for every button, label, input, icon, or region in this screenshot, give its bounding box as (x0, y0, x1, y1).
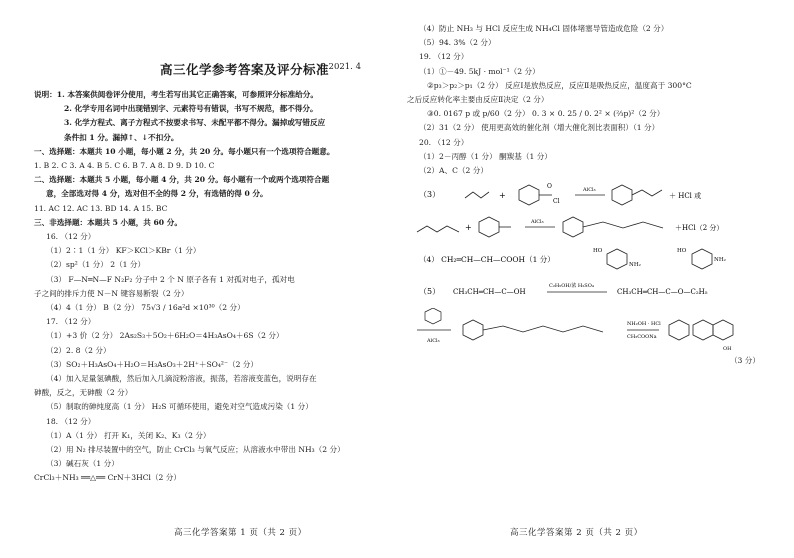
structure-diagram-3 (407, 180, 774, 210)
svg-text:OH: OH (723, 346, 732, 353)
q16-heading: 16. （12 分） (46, 232, 96, 242)
svg-text:Cl: Cl (553, 198, 560, 206)
q18-part4: （4）防止 NH₃ 与 HCl 反应生成 NH₄Cl 固体堵塞导管造成危险（2 分） (419, 24, 669, 33)
page-title: 高三化学参考答案及评分标准 (160, 62, 330, 77)
q20-part2: （2）A、C（2 分） (419, 166, 488, 176)
q18-part2: （2）用 N₂ 排尽装置中的空气，防止 CrCl₃ 与氧气反应；从溶液水中带出 NH₃（2 分） (46, 445, 345, 455)
structure-diagram-3b (407, 212, 774, 242)
reagent-hydroxylamine: NH₂OH · HCl (627, 321, 661, 328)
note-4: 条件扣 1 分。漏掉↑、↓不扣分。 (64, 132, 179, 142)
svg-text:NH₂: NH₂ (714, 257, 726, 264)
q20-part1: （1）2－丙醇（1 分） 酮羰基（1 分） (419, 151, 552, 161)
svg-text:NH₂: NH₂ (629, 262, 641, 269)
page-2-footer: 高三化学答案第 2 页（共 2 页） (510, 528, 643, 538)
q19-part2: ②p₃＞p₂＞p₁（2 分） 反应Ⅰ是放热反应，反应Ⅱ是吸热反应，温度高于 300°C (427, 80, 692, 90)
exam-date: 2021. 4 (328, 62, 361, 72)
q20-part5-label: （5） (419, 287, 441, 297)
q19-part4: （2）31（2 分） 使用更高效的催化剂（增大催化剂比表面积）（1 分） (419, 123, 660, 133)
q19-part1: （1）①－49. 5kJ · mol⁻¹（2 分） (419, 66, 540, 76)
svg-text:+: + (465, 223, 472, 233)
structure-diagram-5 (407, 276, 774, 306)
q20-final-scheme (407, 308, 774, 352)
q16-part3: （3） F—N═N—F N₂F₂ 分子中 2 个 N 原子各有 1 对孤对电子，孤对电 (46, 274, 295, 284)
q20-part3-scheme-alt (407, 212, 774, 242)
structure-diagram-final (407, 308, 774, 352)
q20-heading: 20. （12 分） (419, 137, 469, 147)
svg-text:HO: HO (677, 248, 687, 255)
answer-page-2 (397, 0, 794, 558)
q17-heading: 17. （12 分） (46, 317, 96, 327)
svg-text:HO: HO (593, 248, 603, 255)
section-2-heading: 二、选择题：本题共 5 小题，每小题 4 分，共 20 分。每小题有一个或两个选项符合题 (34, 175, 330, 185)
svg-text:AlCl₃: AlCl₃ (583, 187, 596, 194)
section-1-heading: 一、选择题：本题共 10 小题，每小题 2 分，共 20 分。每小题只有一个选项符合题意。 (34, 146, 335, 156)
svg-text:+: + (499, 191, 506, 201)
reagent-esterification: C₂H₅OH/浓 H₂SO₄ (549, 283, 594, 290)
q17-part5: （5）制取的砷纯度高（1 分） H₂S 可循环使用，避免对空气造成污染（1 分） (46, 402, 313, 412)
note-2: 2. 化学专用名词中出现错别字、元素符号有错误，书写不规范，都不得分。 (64, 104, 318, 114)
q17-part4-cont: 砷酸，反之，无砷酸（2 分） (34, 388, 133, 398)
q20-part4-row (407, 244, 774, 274)
q16-part3-cont: 子之间的排斥力使 N－N 键容易断裂（2 分） (34, 288, 189, 298)
q20-part3-tail: ＋ HCl 或 (669, 192, 702, 201)
structure-diagram-4 (407, 244, 774, 274)
section-3-heading: 三、非选择题：本题共 5 小题，共 60 分。 (34, 217, 182, 227)
q16-part2: （2）sp²（1 分） 2（1 分） (46, 260, 146, 270)
q18-equation: CrCl₃＋NH₃ ══△══ CrN＋3HCl（2 分） (34, 473, 181, 483)
header (34, 60, 385, 78)
q17-part2: （2）2. 8（2 分） (46, 345, 111, 355)
q20-part3-scheme (407, 180, 774, 210)
q19-heading: 19. （12 分） (419, 52, 469, 62)
q19-part3: ③0. 0167 p 或 p/60（2 分） 0. 3 × 0. 25 / 0. 2² × (⅔p)²（2 分） (427, 109, 665, 119)
q16-part4: （4）4（1 分） B（2 分） 75√3 / 16a²d ×10³⁰（2 分） (46, 303, 245, 313)
svg-text:CH₃CH═CH—C—O—C₂H₅: CH₃CH═CH—C—O—C₂H₅ (617, 288, 708, 297)
q17-part4: （4）加入足量氢碘酸，然后加入几滴淀粉溶液，振荡，若溶液变蓝色，说明存在 (46, 374, 317, 384)
section-2-answers: 11. AC 12. AC 13. BD 14. A 15. BC (34, 203, 168, 213)
q17-part1: （1）+3 价（2 分） 2As₂S₃＋5O₂＋6H₂O＝4H₃AsO₄＋6S（2 分） (46, 331, 284, 341)
q18-part5: （5）94. 3%（2 分） (419, 38, 496, 48)
section-2-heading-cont: 意，全部选对得 4 分，选对但不全的得 2 分，有选错的得 0 分。 (46, 189, 268, 199)
q18-part3: （3）碱石灰（1 分） (46, 459, 119, 469)
svg-text:O: O (547, 183, 552, 191)
q20-part5-acid: CH₃CH═CH—C—OH (453, 288, 526, 297)
note-1: 说明：1. 本答案供阅卷评分使用，考生若写出其它正确答案，可参照评分标准给分。 (34, 90, 318, 99)
svg-text:AlCl₃: AlCl₃ (531, 219, 544, 226)
q19-part2-cont: 之后反应转化率主要由反应Ⅱ决定（2 分） (407, 95, 549, 105)
q18-part1: （1）A（1 分） 打开 K₁，关闭 K₂、K₃（2 分） (46, 430, 211, 440)
q17-part3: （3）SO₂＋H₃AsO₄＋H₂O＝H₃AsO₃＋2H⁺＋SO₄²⁻（2 分） (46, 359, 258, 369)
page-1-footer: 高三化学答案第 1 页（共 2 页） (174, 528, 307, 538)
q20-final-score: （3 分） (729, 356, 760, 366)
q18-heading: 18. （12 分） (46, 416, 96, 426)
svg-text:（3）: （3） (419, 190, 441, 200)
q20-part4-text: （4） CH₂═CH—CH—COOH（1 分） (419, 255, 555, 265)
svg-text:AlCl₃: AlCl₃ (427, 338, 440, 345)
q20-part5-row (407, 276, 774, 306)
note-3: 3. 化学方程式、离子方程式不按要求书写、未配平都不得分。漏掉或写错反应 (64, 118, 326, 128)
q16-part1: （1）2∶1（1 分） KF＞KCl＞KBr（1 分） (46, 246, 201, 256)
section-1-answers: 1. B 2. C 3. A 4. B 5. C 6. B 7. A 8. D 9. D 10. C (34, 161, 215, 171)
reagent-acetate: CH₃COONa (627, 334, 657, 341)
q20-part3-tail-2: ＋HCl（2 分） (675, 224, 724, 233)
